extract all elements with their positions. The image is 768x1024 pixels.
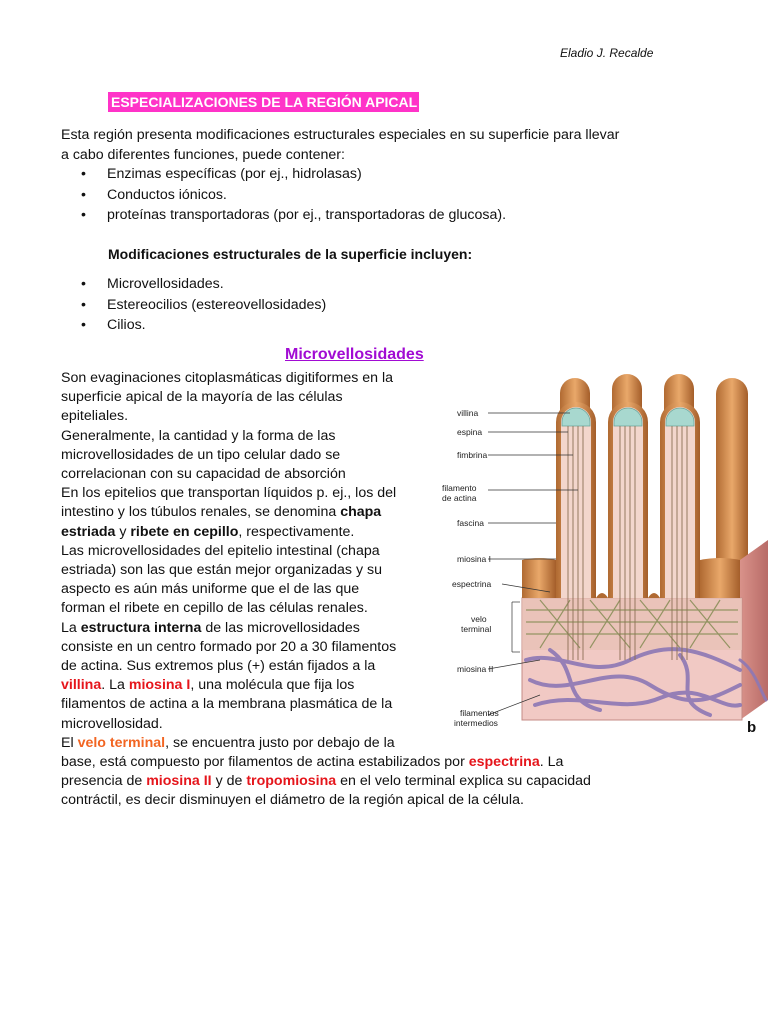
text-run: presencia de (61, 773, 147, 790)
text-line: En los epitelios que transportan líquidos p. ej., los del (61, 485, 397, 502)
text-run: El (61, 734, 78, 751)
text-run: base, está compuesto por filamentos de actina estabilizados por (61, 754, 469, 770)
text-line: Generalmente, la cantidad y la forma de las (61, 427, 336, 444)
text-run: , una molécula que fija los (190, 677, 355, 694)
text-line (61, 753, 591, 772)
text-line: microvellosidades de un tipo celular dado se (61, 446, 341, 463)
text-line: forman el ribete en cepillo de las células renales. (61, 600, 368, 617)
microvilli-diagram (440, 360, 768, 740)
text-line: contráctil, es decir disminuyen el diámetro de la región apical de la célula. (61, 792, 524, 809)
text-run: en el velo terminal explica su capacidad (336, 773, 591, 790)
text-line: superficie apical de la mayoría de las células (61, 389, 343, 406)
text-line: estriada) son las que están mejor organizadas y su (61, 562, 382, 579)
label-intermedios: intermedios (454, 718, 498, 728)
label-terminal: terminal (461, 624, 492, 634)
panel-label: b (747, 719, 757, 736)
term-chapa: chapa (340, 504, 382, 521)
list-item: • proteínas transportadoras (por ej., transportadoras de glucosa). (61, 205, 506, 226)
term-ribete: ribete en cepillo (130, 523, 239, 540)
term-estructura-interna: estructura interna (80, 619, 202, 636)
term-villina: villina (61, 677, 102, 694)
author-name: Eladio J. Recalde (560, 46, 654, 60)
text-line (61, 734, 431, 753)
text-line: filamentos de actina a la membrana plasmática de la (61, 696, 393, 713)
text-line: Las microvellosidades del epitelio intestinal (chapa (61, 542, 380, 559)
label-filamento: filamento (442, 483, 477, 493)
text-line: correlacionan con su capacidad de absorción (61, 466, 346, 483)
text-line: aspecto es aún más uniforme que el de las que (61, 581, 360, 598)
text-line (61, 503, 431, 522)
text-run: La (61, 619, 81, 636)
label-filamentos: filamentos (460, 708, 499, 718)
modifications-heading: Modificaciones estructurales de la superficie incluyen: (108, 246, 473, 262)
text-run: de las microvellosidades (201, 619, 360, 636)
label-fimbrina: fimbrina (457, 450, 488, 460)
list-item: • Enzimas específicas (por ej., hidrolasas) (61, 164, 506, 185)
text-line: consiste en un centro formado por 20 a 30 filamentos (61, 638, 397, 655)
term-miosina-i: miosina I (128, 677, 191, 694)
text-run: . La (101, 677, 129, 694)
text-run: y (115, 523, 131, 540)
intro-line-1: Esta región presenta modificaciones estructurales especiales en su superficie para llevar (61, 127, 620, 143)
intro-list (61, 164, 506, 226)
label-villina: villina (457, 408, 479, 418)
modifications-list (61, 274, 326, 336)
text-line (61, 619, 431, 638)
list-item: • Conductos iónicos. (61, 185, 506, 206)
microvellosidades-title: Microvellosidades (285, 346, 424, 363)
microvellosidades-text (61, 369, 431, 753)
text-line (61, 772, 591, 791)
term-miosina-ii: miosina II (146, 773, 212, 790)
term-velo-terminal: velo terminal (77, 734, 166, 751)
term-estriada: estriada (61, 523, 116, 540)
text-run: . La (539, 754, 564, 770)
text-run: , respectivamente. (238, 523, 355, 540)
label-espectrina: espectrina (452, 579, 492, 589)
term-tropomiosina: tropomiosina (246, 773, 337, 790)
text-line: microvellosidad. (61, 715, 163, 732)
list-item: • Cilios. (61, 315, 326, 336)
microvellosidades-text-full (61, 753, 591, 811)
list-item: • Microvellosidades. (61, 274, 326, 295)
text-run: , se encuentra justo por debajo de la (165, 734, 395, 751)
section-heading: ESPECIALIZACIONES DE LA REGIÓN APICAL (108, 92, 419, 112)
text-line (61, 676, 431, 695)
intro-line-2: a cabo diferentes funciones, puede contener: (61, 147, 345, 163)
list-item: • Estereocilios (estereovellosidades) (61, 295, 326, 316)
text-line: epiteliales. (61, 408, 129, 425)
label-de-actina: de actina (442, 493, 477, 503)
text-line (61, 523, 431, 542)
text-line: Son evaginaciones citoplasmáticas digitiformes en la (61, 370, 394, 386)
label-fascina: fascina (457, 518, 484, 528)
label-espina: espina (457, 427, 483, 437)
label-miosina-ii: miosina II (457, 664, 494, 674)
text-run: y de (211, 773, 247, 790)
label-miosina-i: miosina I (457, 554, 492, 564)
text-line: de actina. Sus extremos plus (+) están fijados a la (61, 658, 376, 675)
label-velo: velo (471, 614, 487, 624)
text-run: intestino y los túbulos renales, se denomina (61, 504, 341, 521)
term-espectrina: espectrina (468, 754, 540, 770)
